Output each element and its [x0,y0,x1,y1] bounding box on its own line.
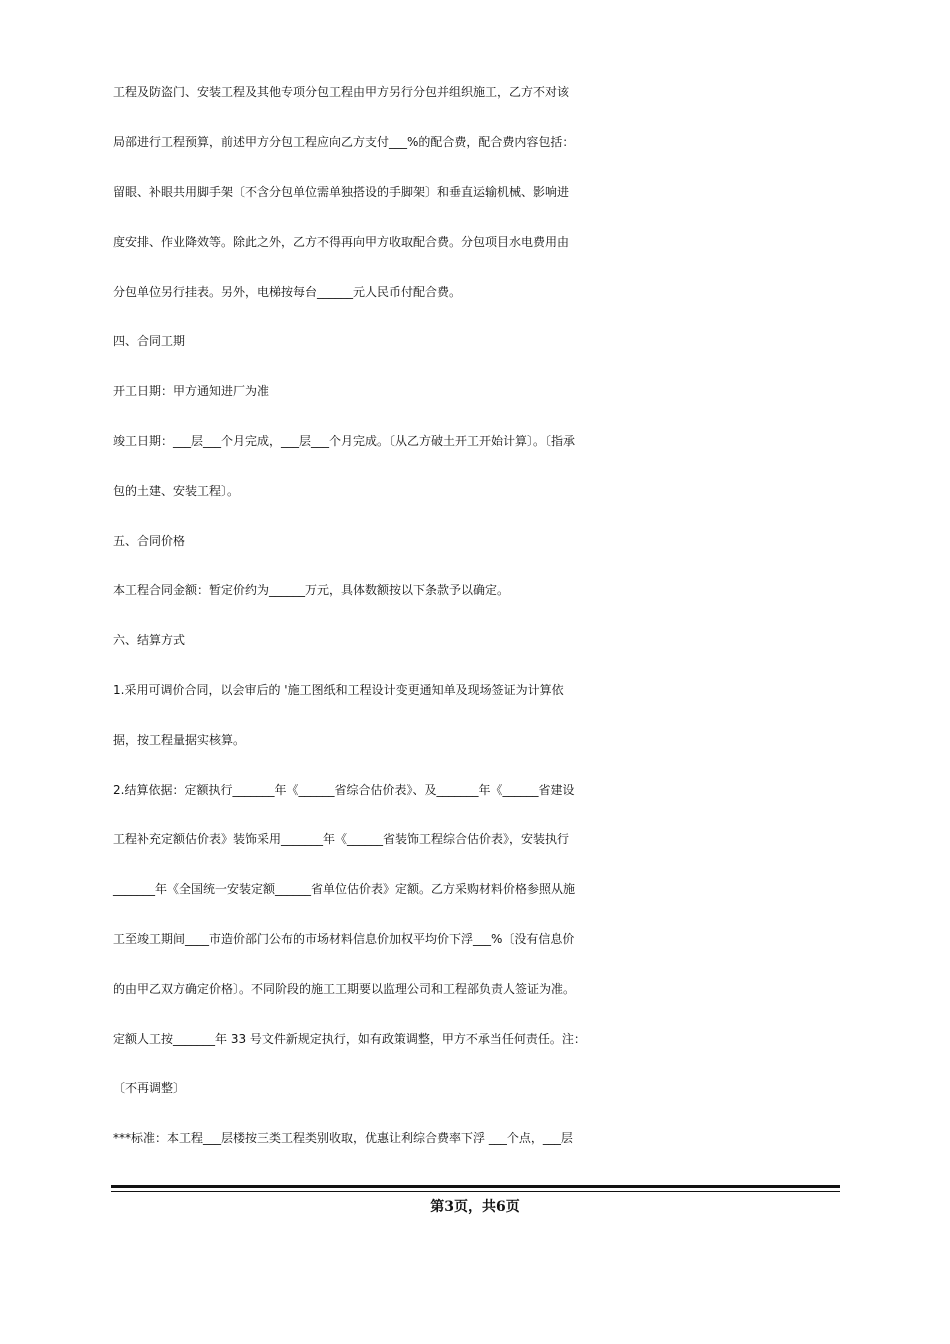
body-line: 留眼、补眼共用脚手架〔不含分包单位需单独搭设的手脚架〕和垂直运输机械、影响进 [113,185,570,199]
body-line: _______年《全国统一安装定额______省单位估价表》定额。乙方采购材料价格参照从施 [113,882,576,896]
body-line: 工程补充定额估价表》装饰采用_______年《______省装饰工程综合估价表》，安装执行 [113,832,570,846]
footer-divider-thin [111,1191,840,1192]
body-line: 竣工日期：___层___个月完成，___层___个月完成。〔从乙方破土开工开始计算〕。〔指承 [113,434,576,448]
body-line: 局部进行工程预算，前述甲方分包工程应向乙方支付___%的配合费，配合费内容包括： [113,135,575,149]
body-line: 工至竣工期间____市造价部门公布的市场材料信息价加权平均价下浮___%〔没有信息价 [113,932,575,946]
body-line: 本工程合同金额：暂定价约为______万元，具体数额按以下条款予以确定。 [113,583,510,597]
section-heading-schedule: 四、合同工期 [113,334,186,348]
body-line: 包的土建、安装工程〕。 [113,484,240,498]
body-line: 1.采用可调价合同，以会审后的 '施工图纸和工程设计变更通知单及现场签证为计算依 [113,683,564,697]
section-heading-settlement: 六、结算方式 [113,633,186,647]
body-line: ***标准：本工程___层楼按三类工程类别收取，优惠让利综合费率下浮 ___个点，___层 [113,1131,573,1145]
body-line: 2.结算依据：定额执行_______年《______省综合估价表》、及_______年《______省建设 [113,783,575,797]
body-line: 开工日期：甲方通知进厂为准 [113,384,270,398]
page-number: 第3页，共6页 [430,1199,520,1215]
body-line: 工程及防盗门、安装工程及其他专项分包工程由甲方另行分包并组织施工，乙方不对该 [113,85,570,99]
body-line: 度安排、作业降效等。除此之外，乙方不得再向甲方收取配合费。分包项目水电费用由 [113,235,570,249]
section-heading-price: 五、合同价格 [113,534,186,548]
body-line: 〔不再调整〕 [113,1081,186,1095]
body-line: 定额人工按_______年 33 号文件新规定执行，如有政策调整，甲方不承当任何责任。注： [113,1032,586,1046]
body-line: 分包单位另行挂表。另外，电梯按每台______元人民币付配合费。 [113,285,462,299]
footer-divider-thick [111,1185,840,1188]
body-line: 据，按工程量据实核算。 [113,733,246,747]
body-line: 的由甲乙双方确定价格〕。不同阶段的施工工期要以监理公司和工程部负责人签证为准。 [113,982,576,996]
